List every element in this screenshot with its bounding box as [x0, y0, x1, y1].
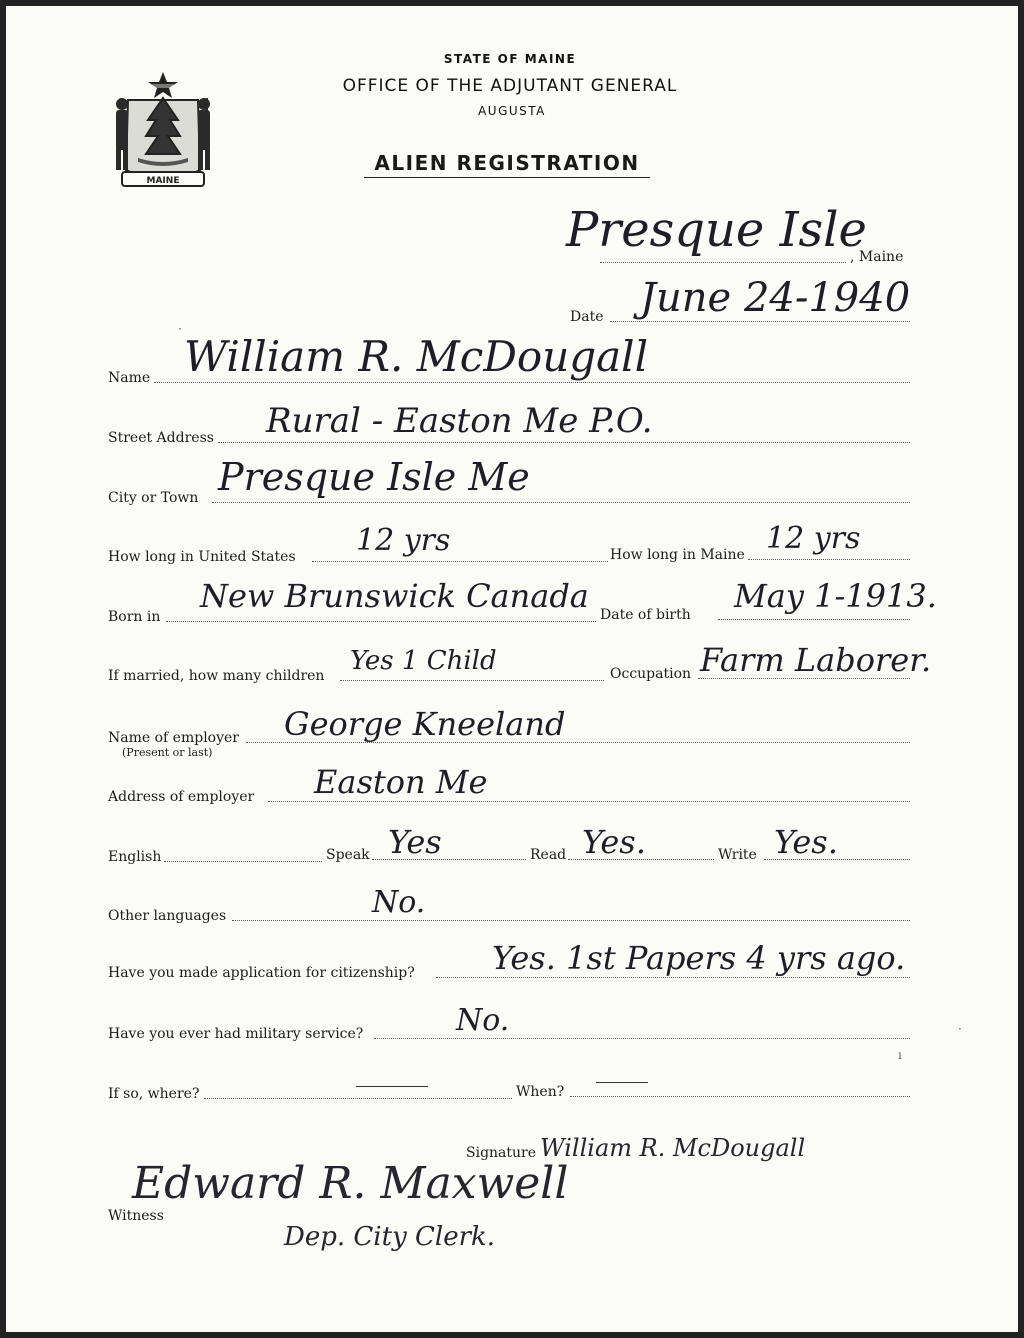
write-label: Write — [718, 847, 757, 863]
us-time-line — [312, 561, 608, 562]
place-line — [600, 262, 846, 263]
street-line — [218, 442, 910, 443]
occupation-label: Occupation — [610, 666, 692, 682]
other-languages-line — [232, 920, 910, 921]
where-line — [204, 1098, 512, 1099]
born-line — [166, 621, 596, 622]
date-line — [610, 321, 910, 322]
date-label: Date — [570, 309, 604, 325]
born-label: Born in — [108, 609, 161, 625]
employer-address-line — [268, 801, 910, 802]
speak-label: Speak — [326, 847, 370, 863]
other-languages-label: Other languages — [108, 908, 227, 924]
witness-title: Dep. City Clerk. — [284, 1222, 496, 1252]
children-value: Yes 1 Child — [350, 646, 497, 676]
ink-speck: ı — [898, 1048, 902, 1062]
when-line — [570, 1096, 910, 1097]
ink-speck: · — [178, 322, 182, 336]
city-label: City or Town — [108, 490, 199, 506]
read-label: Read — [530, 847, 567, 863]
city-heading: AUGUSTA — [478, 104, 546, 118]
occupation-value: Farm Laborer. — [700, 641, 932, 679]
state-heading: STATE OF MAINE — [443, 52, 577, 66]
english-label: English — [108, 849, 162, 865]
children-line — [340, 680, 604, 681]
us-time-value: 12 yrs — [356, 523, 451, 558]
maine-time-value: 12 yrs — [766, 521, 861, 556]
dob-value: May 1-1913. — [734, 577, 937, 615]
dob-line — [718, 619, 910, 620]
signature-label: Signature — [466, 1145, 537, 1161]
when-dash — [596, 1082, 648, 1083]
speak-value: Yes — [388, 823, 442, 861]
street-value: Rural - Easton Me P.O. — [266, 401, 653, 441]
write-value: Yes. — [774, 823, 838, 861]
witness-signature: Edward R. Maxwell — [132, 1158, 569, 1209]
city-line — [212, 502, 910, 503]
seal-banner-text: MAINE — [146, 176, 180, 186]
signature-value: William R. McDougall — [540, 1134, 806, 1162]
maine-time-line — [748, 559, 910, 560]
ink-speck: · — [958, 1022, 962, 1036]
employer-label: Name of employer — [108, 730, 239, 746]
born-value: New Brunswick Canada — [200, 577, 589, 615]
maine-time-label: How long in Maine — [610, 547, 745, 563]
other-languages-value: No. — [372, 885, 426, 920]
employer-value: George Kneeland — [284, 705, 566, 743]
military-line — [374, 1038, 910, 1039]
employer-address-value: Easton Me — [314, 763, 488, 801]
witness-label: Witness — [108, 1208, 164, 1224]
military-value: No. — [456, 1003, 510, 1038]
english-line — [164, 861, 322, 862]
us-time-label: How long in United States — [108, 549, 296, 565]
where-label: If so, where? — [108, 1086, 200, 1102]
name-line — [154, 382, 910, 383]
children-label: If married, how many children — [108, 668, 325, 684]
name-value: William R. McDougall — [184, 332, 649, 381]
read-value: Yes. — [582, 823, 646, 861]
citizenship-line — [436, 977, 910, 978]
citizenship-value: Yes. 1st Papers 4 yrs ago. — [492, 939, 906, 977]
office-heading: OFFICE OF THE ADJUTANT GENERAL — [342, 76, 678, 96]
employer-address-label: Address of employer — [108, 789, 255, 805]
dob-label: Date of birth — [600, 607, 691, 623]
date-value: June 24-1940 — [640, 275, 911, 321]
street-label: Street Address — [108, 430, 214, 446]
place-suffix-label: , Maine — [850, 249, 904, 265]
employer-sublabel: (Present or last) — [122, 746, 213, 759]
when-label: When? — [516, 1084, 565, 1100]
military-label: Have you ever had military service? — [108, 1026, 364, 1042]
city-value: Presque Isle Me — [218, 455, 530, 499]
place-value: Presque Isle — [566, 202, 867, 258]
name-label: Name — [108, 370, 151, 386]
where-dash — [356, 1086, 428, 1087]
form-title: ALIEN REGISTRATION — [364, 151, 650, 178]
citizenship-label: Have you made application for citizenship? — [108, 965, 415, 981]
